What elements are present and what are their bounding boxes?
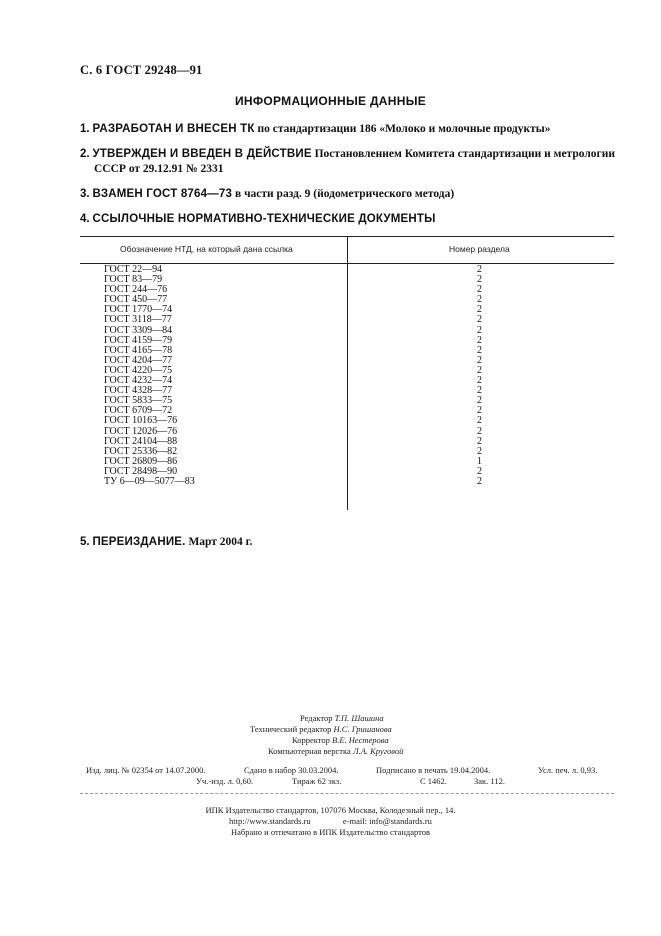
credit-name: Н.С. Гришанова xyxy=(333,724,392,734)
credit-name: В.Е. Нестерова xyxy=(332,735,389,745)
imprint-signed: Подписано в печать 19.04.2004. xyxy=(376,765,491,775)
footer-address: ИПК Издательство стандартов, 107076 Москва, Колодезный пер., 14. xyxy=(205,805,456,815)
imprint-print-sheets: Усл. печ. л. 0,93. xyxy=(538,765,598,775)
ntd-designation: ГОСТ 83—79 xyxy=(104,274,163,286)
credit-layout xyxy=(268,746,403,757)
item-number: 4. xyxy=(80,213,90,225)
ntd-designation: ГОСТ 4165—78 xyxy=(104,344,173,356)
credit-corrector xyxy=(292,735,389,746)
section-number: 2 xyxy=(477,415,482,427)
ntd-designation: ГОСТ 3309—84 xyxy=(104,324,173,336)
ntd-designation: ГОСТ 450—77 xyxy=(104,294,168,306)
ntd-designation: ТУ 6—09—5077—83 xyxy=(104,475,195,487)
section-number: 1 xyxy=(477,455,482,467)
section-number: 2 xyxy=(477,274,482,286)
table-row xyxy=(80,416,614,426)
ntd-designation: ГОСТ 5833—75 xyxy=(104,395,173,407)
col-header-document: Обозначение НТД, на который дана ссылка xyxy=(120,244,293,254)
ntd-designation: ГОСТ 3118—77 xyxy=(104,314,172,326)
item-lead: ВЗАМЕН ГОСТ 8764—73 xyxy=(92,188,233,200)
table-body xyxy=(80,264,614,487)
info-item-3 xyxy=(80,186,454,202)
page-header: С. 6 ГОСТ 29248—91 xyxy=(80,63,203,77)
ntd-designation: ГОСТ 26809—86 xyxy=(104,455,178,467)
section-number: 2 xyxy=(477,395,482,407)
ntd-designation: ГОСТ 244—76 xyxy=(104,284,168,296)
credit-role: Редактор xyxy=(300,713,333,723)
section-number: 2 xyxy=(477,364,482,376)
ntd-designation: ГОСТ 22—94 xyxy=(104,264,163,275)
ntd-designation: ГОСТ 4328—77 xyxy=(104,385,173,397)
ntd-designation: ГОСТ 28498—90 xyxy=(104,465,178,477)
ntd-designation: ГОСТ 4204—77 xyxy=(104,354,173,366)
table-header xyxy=(80,236,614,264)
ntd-designation: ГОСТ 12026—76 xyxy=(104,425,178,437)
section-number: 2 xyxy=(477,435,482,447)
item-text: в части разд. 9 (йодометрического метода) xyxy=(234,188,455,200)
ntd-designation: ГОСТ 25336—82 xyxy=(104,445,178,457)
info-item-2-continuation xyxy=(94,161,224,177)
imprint-run: Тираж 62 экз. xyxy=(292,776,342,786)
section-number: 2 xyxy=(477,324,482,336)
item-lead: РАЗРАБОТАН И ВНЕСЕН ТК xyxy=(92,123,255,135)
item-text: Постановлением Комитета стандартизации и метрологии xyxy=(314,148,616,160)
credit-role: Технический редактор xyxy=(250,724,332,734)
credit-editor xyxy=(300,713,384,724)
section-number: 2 xyxy=(477,314,482,326)
section-number: 2 xyxy=(477,445,482,457)
info-item-5 xyxy=(80,534,253,550)
section-number: 2 xyxy=(477,284,482,296)
document-title: ИНФОРМАЦИОННЫЕ ДАННЫЕ xyxy=(234,94,427,108)
references-table xyxy=(80,236,614,487)
imprint-license: Изд. лиц. № 02354 от 14.07.2000. xyxy=(86,765,206,775)
item-number: 3. xyxy=(80,188,90,200)
section-number: 2 xyxy=(477,385,482,397)
section-number: 2 xyxy=(477,304,482,316)
website-link[interactable]: http://www.standards.ru xyxy=(229,816,311,826)
ntd-designation: ГОСТ 4220—75 xyxy=(104,364,173,376)
col-header-section: Номер раздела xyxy=(449,244,510,254)
item-lead: ССЫЛОЧНЫЕ НОРМАТИВНО-ТЕХНИЧЕСКИЕ ДОКУМЕНТЫ xyxy=(92,213,436,225)
item-text: по стандартизации 186 «Молоко и молочные продукты» xyxy=(257,123,551,135)
item-number: 2. xyxy=(80,148,90,160)
imprint-typeset: Сдано в набор 30.03.2004. xyxy=(244,765,339,775)
email-link[interactable]: e-mail: info@standards.ru xyxy=(342,816,432,826)
ntd-designation: ГОСТ 4232—74 xyxy=(104,375,173,387)
ntd-designation: ГОСТ 24104—88 xyxy=(104,435,178,447)
ntd-designation: ГОСТ 4159—79 xyxy=(104,334,173,346)
item-number: 5. xyxy=(80,536,90,548)
section-number: 2 xyxy=(477,354,482,366)
ntd-designation: ГОСТ 6709—72 xyxy=(104,405,173,417)
section-number: 2 xyxy=(477,375,482,387)
item-number: 1. xyxy=(80,123,90,135)
footer-divider xyxy=(80,793,614,794)
credit-name: Т.П. Шашина xyxy=(334,713,384,723)
table-column-divider xyxy=(347,237,348,263)
ntd-designation: ГОСТ 10163—76 xyxy=(104,415,178,427)
credit-tech-editor xyxy=(250,724,392,735)
imprint-order: Зак. 112. xyxy=(474,776,505,786)
section-number: 2 xyxy=(477,344,482,356)
section-number: 2 xyxy=(477,405,482,417)
item-lead: УТВЕРЖДЕН И ВВЕДЕН В ДЕЙСТВИЕ xyxy=(92,148,312,160)
section-number: 2 xyxy=(477,475,482,487)
credit-role: Корректор xyxy=(292,735,330,745)
imprint-pub-sheets: Уч.-изд. л. 0,60. xyxy=(196,776,254,786)
footer-printed-by: Набрано и отпечатано в ИПК Издательство стандартов xyxy=(230,827,431,837)
section-number: 2 xyxy=(477,465,482,477)
info-item-4 xyxy=(80,211,436,227)
item-lead: ПЕРЕИЗДАНИЕ. xyxy=(92,536,186,548)
credit-name: Л.А. Круговой xyxy=(352,746,404,756)
credit-role: Компьютерная верстка xyxy=(268,746,351,756)
imprint-c-number: С 1462. xyxy=(420,776,447,786)
section-number: 2 xyxy=(477,294,482,306)
section-number: 2 xyxy=(477,264,482,275)
info-item-2 xyxy=(80,146,615,162)
item-text: Март 2004 г. xyxy=(188,536,253,548)
section-number: 2 xyxy=(477,425,482,437)
section-number: 2 xyxy=(477,334,482,346)
item-text-continuation: СССР от 29.12.91 № 2331 xyxy=(94,163,224,175)
table-row xyxy=(80,477,614,487)
ntd-designation: ГОСТ 1770—74 xyxy=(104,304,173,316)
info-item-1 xyxy=(80,121,550,137)
